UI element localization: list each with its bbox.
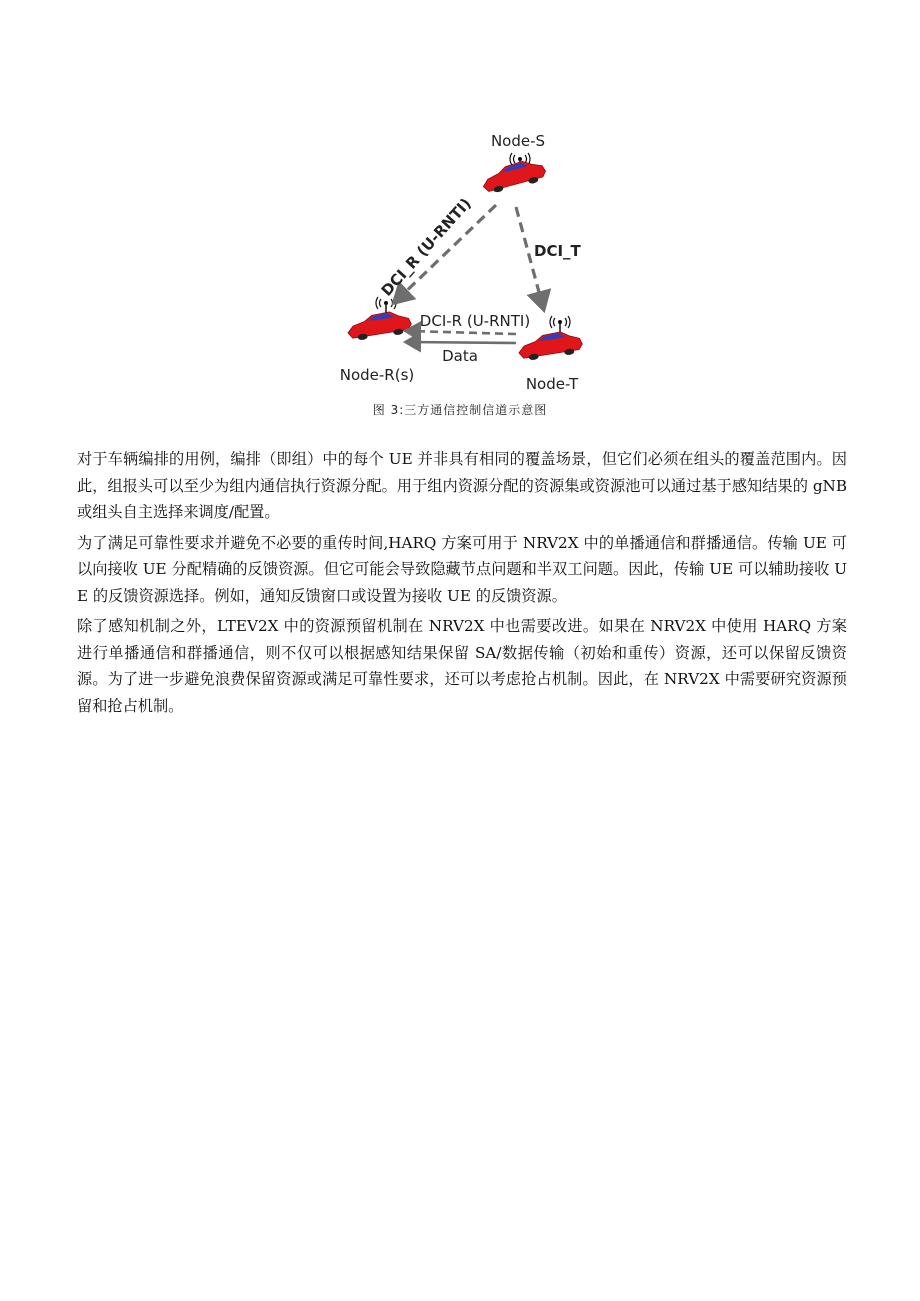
data-label: Data bbox=[442, 347, 478, 365]
paragraph: 除了感知机制之外，LTEV2X 中的资源预留机制在 NRV2X 中也需要改进。如果在 NRV2X 中使用 HARQ 方案进行单播通信和群播通信，则不仅可以根据感知结果保留 SA/数据传输（初始和重传）资源，还可以保留反馈资源。为了进一步避免浪费保留资源或满足可靠性要求，还可以考虑抢占机制。因此，在 NRV2X 中需要研究资源预留和抢占机制。 bbox=[77, 617, 847, 715]
node-s-car-icon bbox=[480, 157, 548, 196]
dci-t-label: DCI_T bbox=[534, 242, 581, 260]
dci-r-mid-label: DCI-R (U-RNTI) bbox=[419, 312, 531, 330]
dci-r-mid-arrow bbox=[408, 331, 516, 334]
paragraph: 对于车辆编排的用例，编排（即组）中的每个 UE 并非具有相同的覆盖场景，但它们必须在组头的覆盖范围内。因此，组报头可以至少为组内通信执行资源分配。用于组内资源分配的资源集或资源池可以通过基于感知结果的 gNB 或组头自主选择来调度/配置。 bbox=[77, 450, 847, 521]
node-t-label: Node-T bbox=[525, 375, 579, 393]
three-way-control-channel-figure bbox=[330, 125, 600, 400]
paragraph: 为了满足可靠性要求并避免不必要的重传时间,HARQ 方案可用于 NRV2X 中的单播通信和群播通信。传输 UE 可以向接收 UE 分配精确的反馈资源。但它可能会导致隐藏节点问题和半双工问题。因此，传输 UE 可以辅助接收 UE 的反馈资源选择。例如，通知反馈窗口或设置为接收 UE 的反馈资源。 bbox=[77, 533, 847, 605]
node-s-label: Node-S bbox=[490, 132, 546, 150]
node-r-antenna-icon bbox=[376, 297, 396, 313]
node-t-antenna-icon bbox=[550, 316, 570, 332]
node-r-car-icon bbox=[346, 309, 413, 342]
body-text bbox=[77, 446, 847, 723]
figure-caption: 图 3:三方通信控制信道示意图 bbox=[372, 403, 548, 417]
node-t-car-icon bbox=[517, 329, 584, 362]
node-r-label: Node-R(s) bbox=[339, 366, 415, 384]
dci-r-u-rnti-label: DCI_R (U-RNTI) bbox=[377, 194, 475, 300]
data-arrow bbox=[408, 342, 516, 343]
